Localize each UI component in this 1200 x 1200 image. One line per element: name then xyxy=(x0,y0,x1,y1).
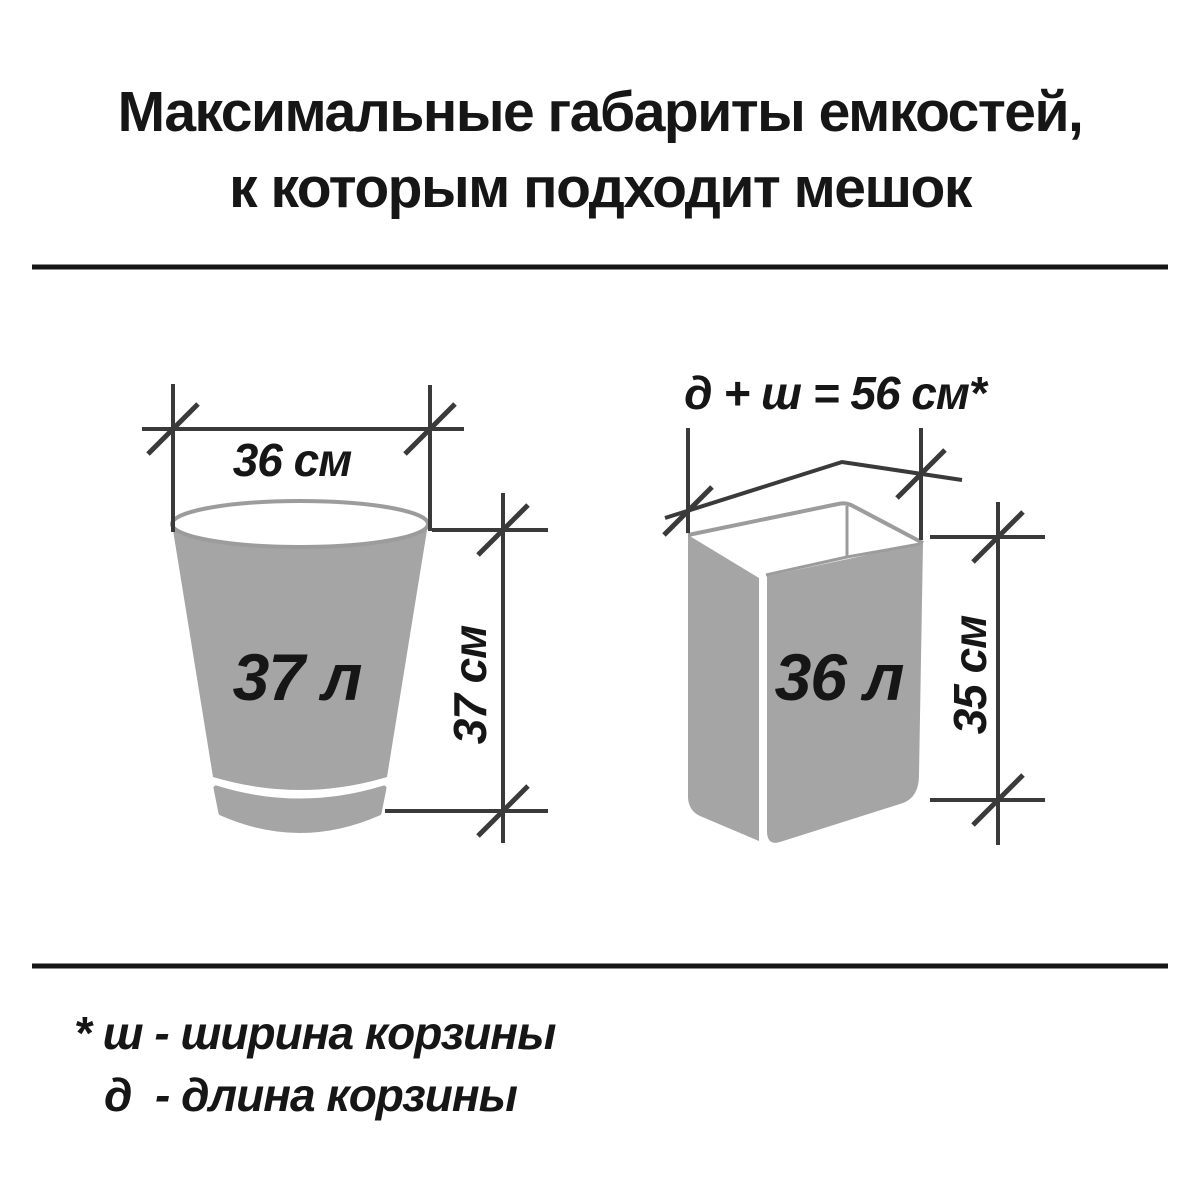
title-line-2: к которым подходит мешок xyxy=(229,156,971,220)
title-line-1: Максимальные габариты емкостей, xyxy=(117,80,1083,144)
basket-height-label: 35 см xyxy=(944,615,996,735)
basket-volume-label: 36 л xyxy=(774,640,904,714)
basket-dimension-sum-label: д + ш = 56 см* xyxy=(684,367,986,419)
bucket-volume-label: 37 л xyxy=(232,640,362,714)
footnote-line-2: д - длина корзины xyxy=(104,1069,517,1121)
bucket-width-label: 36 см xyxy=(232,434,352,486)
bucket-height-label: 37 см xyxy=(444,625,496,745)
bucket-opening-ellipse xyxy=(172,501,428,547)
basket-left-face-shape xyxy=(688,535,759,841)
footnote xyxy=(74,1002,555,1126)
bucket-base-shape xyxy=(216,788,384,831)
footnote-line-1: * ш - ширина корзины xyxy=(74,1007,556,1059)
